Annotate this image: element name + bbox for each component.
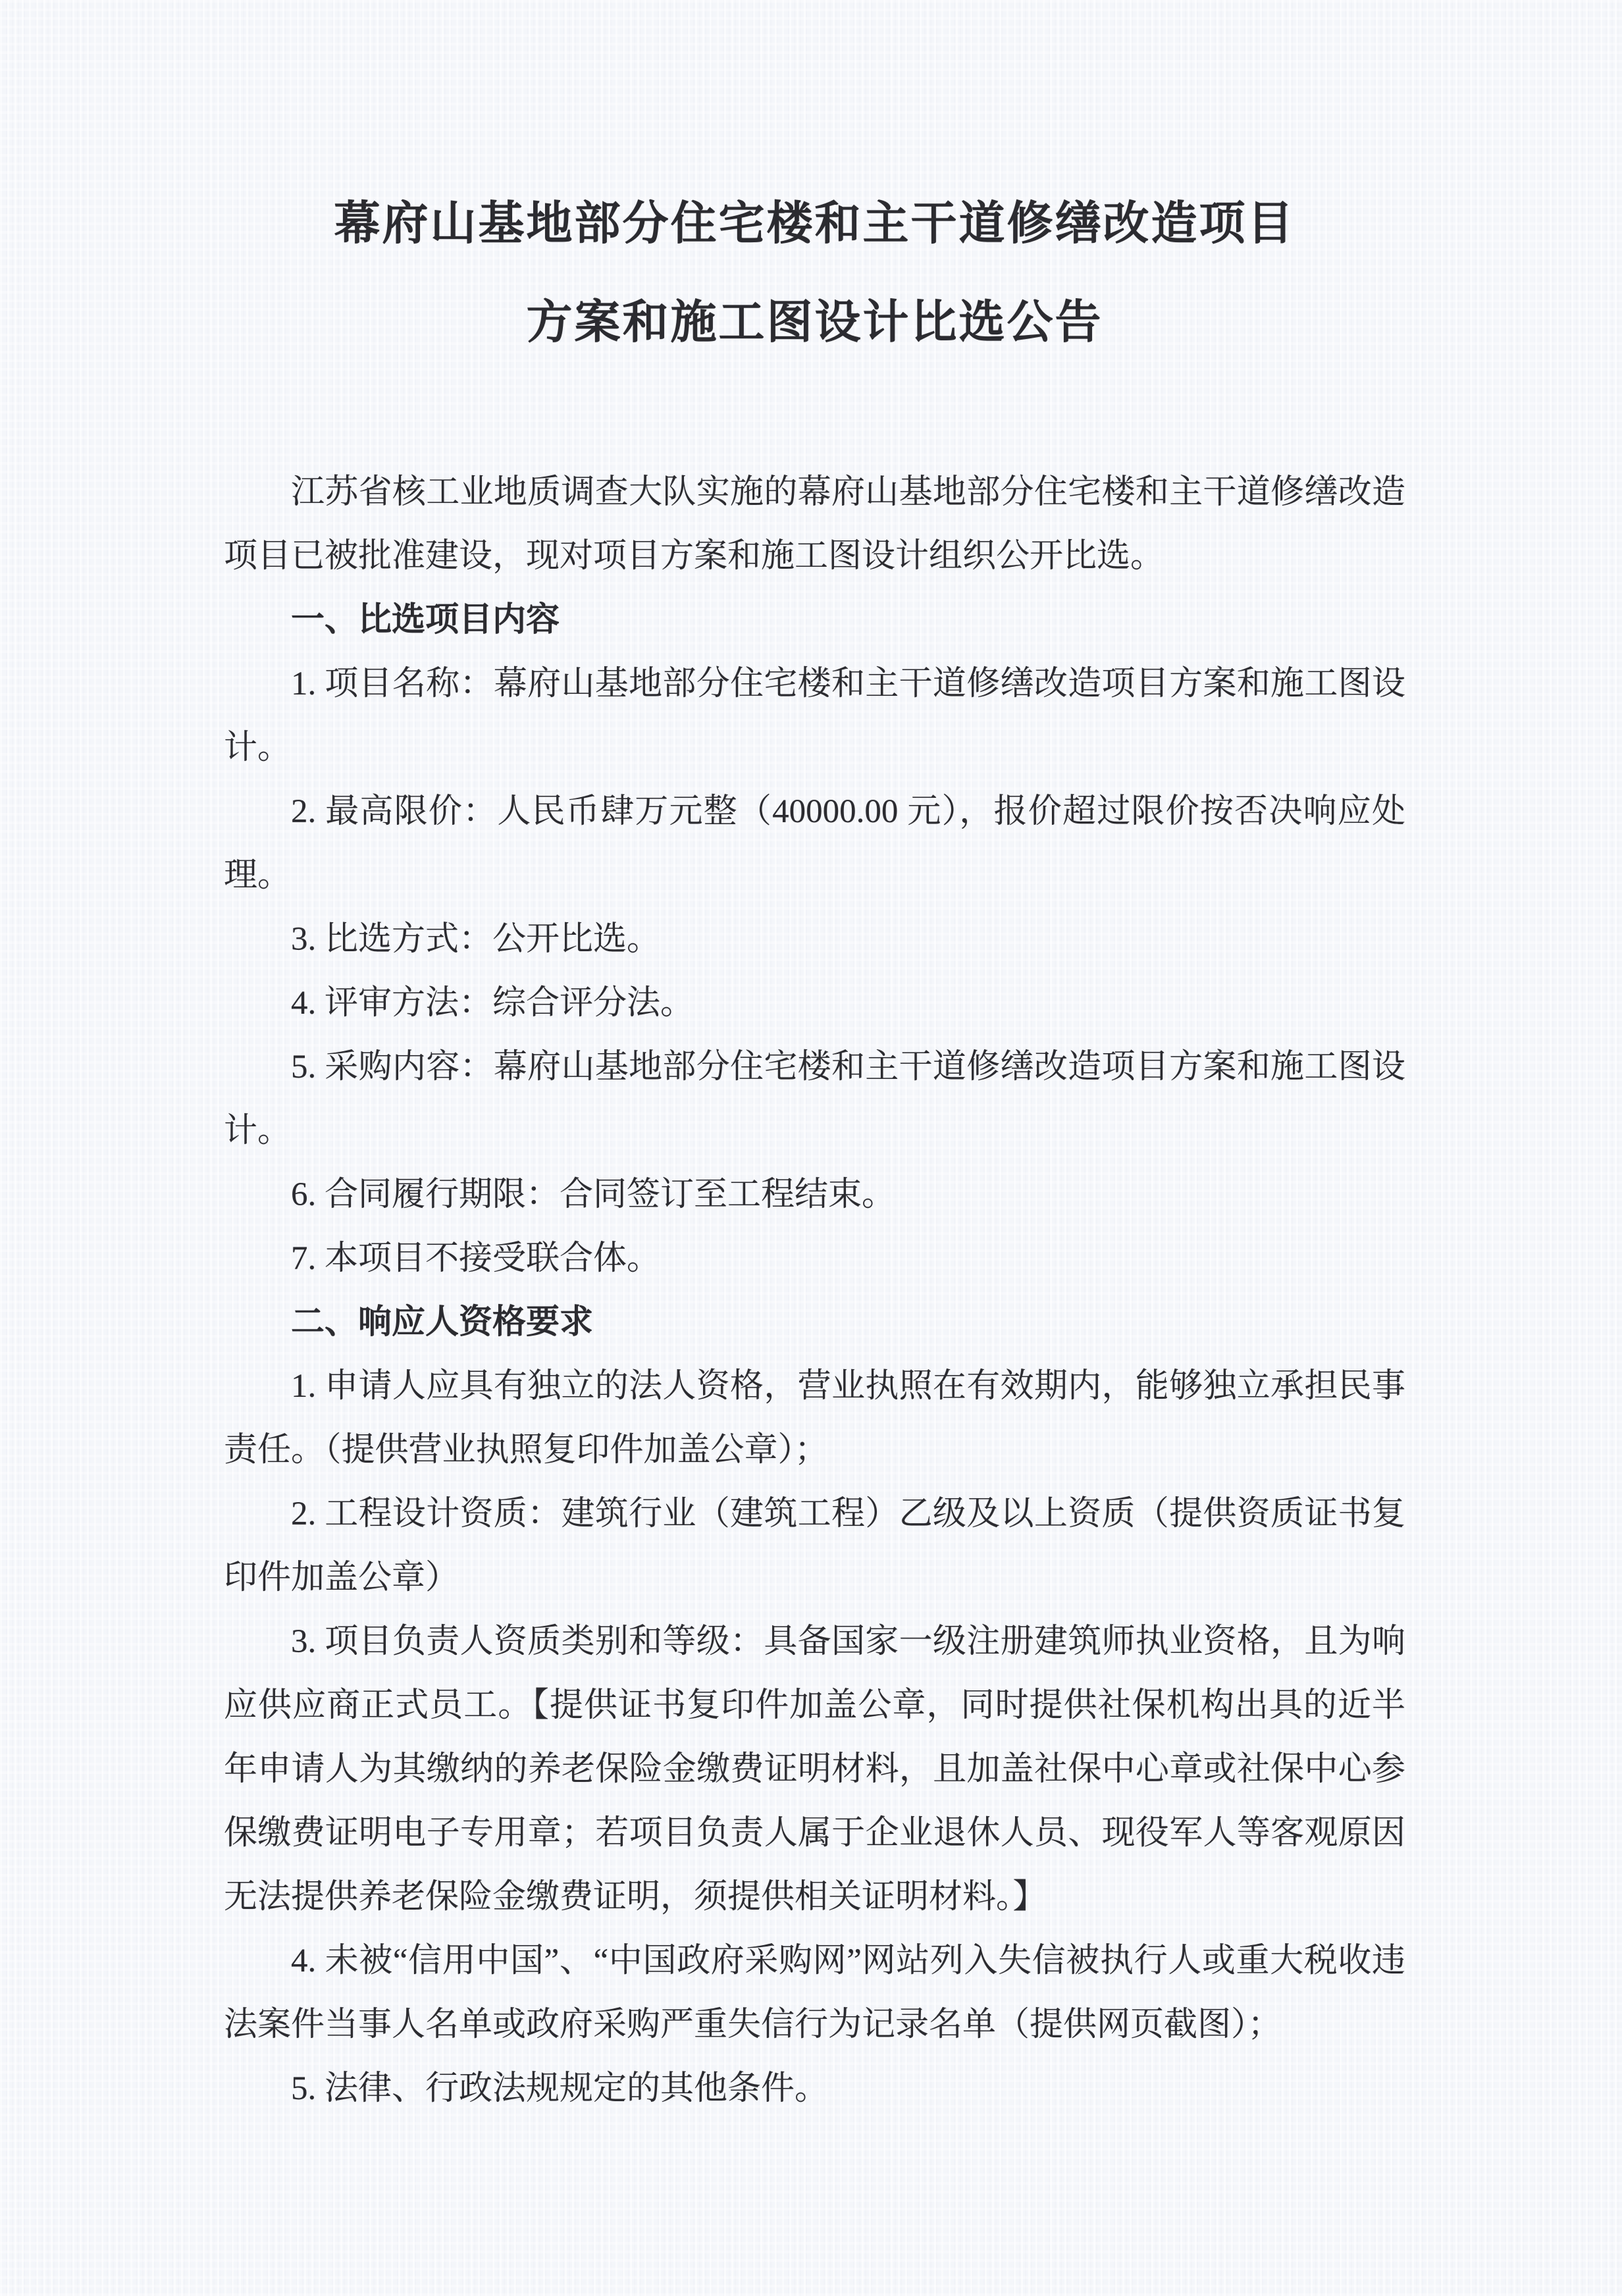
document-body (224, 461, 1405, 2121)
body-paragraph: 6. 合同履行期限：合同签订至工程结束。 (291, 1176, 896, 1213)
document-title-line-2: 方案和施工图设计比选公告 (526, 298, 1103, 348)
section-heading: 一、比选项目内容 (291, 602, 560, 639)
body-paragraph: 2. 工程设计资质：建筑行业（建筑工程）乙级及以上资质（提供资质证书复印件加盖公章） (224, 1496, 1405, 1596)
body-paragraph: 3. 比选方式：公开比选。 (291, 921, 661, 958)
document-content (224, 175, 1405, 2121)
body-paragraph: 4. 未被“信用中国”、“中国政府采购网”网站列入失信被执行人或重大税收违法案件当事人名单或政府采购严重失信行为记录名单（提供网页截图）； (224, 1943, 1405, 2043)
body-paragraph: 5. 采购内容：幕府山基地部分住宅楼和主干道修缮改造项目方案和施工图设计。 (224, 1049, 1405, 1149)
body-paragraph: 1. 项目名称：幕府山基地部分住宅楼和主干道修缮改造项目方案和施工图设计。 (224, 665, 1405, 766)
body-paragraph: 3. 项目负责人资质类别和等级：具备国家一级注册建筑师执业资格，且为响应供应商正式员工。【提供证书复印件加盖公章，同时提供社保机构出具的近半年申请人为其缴纳的养老保险金缴费证明材料，且加盖社保中心章或社保中心参保缴费证明电子专用章；若项目负责人属于企业退休人员、现役军人等客观原因无法提供养老保险金缴费证明，须提供相关证明材料。】 (224, 1623, 1405, 1916)
document-title-line-1: 幕府山基地部分住宅楼和主干道修缮改造项目 (334, 199, 1295, 249)
body-paragraph: 5. 法律、行政法规规定的其他条件。 (291, 2070, 829, 2107)
body-paragraph: 4. 评审方法：综合评分法。 (291, 985, 694, 1022)
body-paragraph: 1. 申请人应具有独立的法人资格，营业执照在有效期内，能够独立承担民事责任。（提供营业执照复印件加盖公章）； (224, 1368, 1405, 1469)
body-paragraph: 7. 本项目不接受联合体。 (291, 1240, 661, 1277)
body-paragraph: 2. 最高限价：人民币肆万元整（40000.00 元），报价超过限价按否决响应处理。 (224, 793, 1405, 894)
body-paragraph: 江苏省核工业地质调查大队实施的幕府山基地部分住宅楼和主干道修缮改造项目已被批准建设，现对项目方案和施工图设计组织公开比选。 (224, 474, 1405, 575)
section-heading: 二、响应人资格要求 (291, 1304, 594, 1341)
